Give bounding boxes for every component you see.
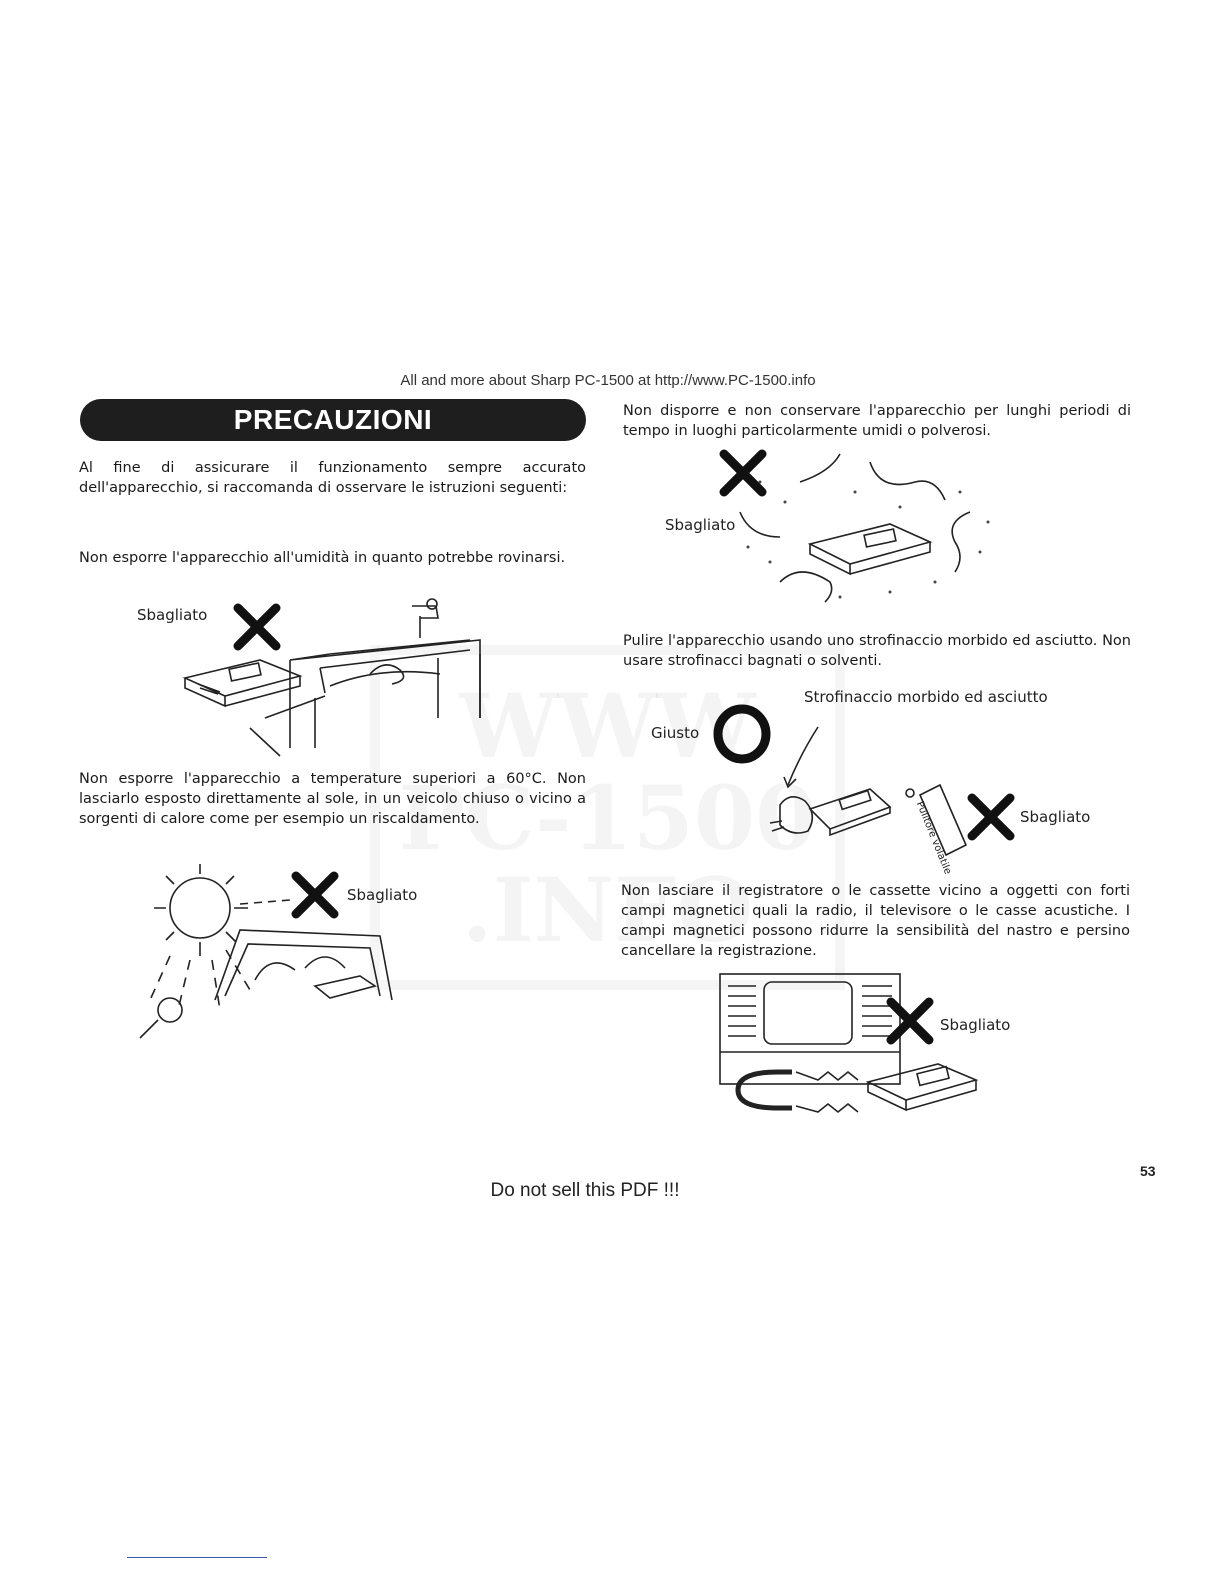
humidity-paragraph: Non esporre l'apparecchio all'umidità in quanto potrebbe rovinarsi. xyxy=(79,550,566,566)
heat-paragraph: Non esporre l'apparecchio a temperature superiori a 60°C. Non lasciarlo esposto direttamente al sole, in un veicolo chiuso o vicino a sorgenti di calore come per esempio un riscaldamento. xyxy=(79,771,586,827)
dust-cloud-illustration xyxy=(740,452,1000,612)
heat-wrong-label: Sbagliato xyxy=(347,886,418,904)
tv-magnet-illustration xyxy=(718,972,988,1132)
cleaning-wrong-label: Sbagliato xyxy=(1020,808,1091,826)
wrong-cross-icon xyxy=(290,872,340,918)
bottom-rule xyxy=(127,1557,267,1558)
storage-paragraph: Non disporre e non conservare l'apparecchio per lunghi periodi di tempo in luoghi particolarmente umidi o polverosi. xyxy=(623,403,1131,439)
magnetic-paragraph: Non lasciare il registratore o le cassette vicino a oggetti con forti campi magnetici quali la radio, il televisore o le casse acustiche. I campi magnetici possono ridurre la sensibilità del nastro e persino cancellare la registrazione. xyxy=(621,883,1130,959)
calculator-illustration xyxy=(770,705,980,870)
sink-illustration xyxy=(180,598,490,758)
storage-wrong-label: Sbagliato xyxy=(665,516,736,534)
site-note: All and more about Sharp PC-1500 at http://www.PC-1500.info xyxy=(400,372,816,389)
wrong-cross-icon xyxy=(885,998,935,1044)
page-number: 53 xyxy=(1140,1163,1156,1179)
footer-note: Do not sell this PDF !!! xyxy=(490,1180,680,1201)
section-title xyxy=(80,399,586,441)
wrong-cross-icon xyxy=(966,794,1016,840)
section-title-text: PRECAUZIONI xyxy=(233,404,433,435)
correct-label: Giusto xyxy=(651,724,700,742)
solvent-can-label: Pulitore volatile xyxy=(913,800,954,877)
magnetic-wrong-label: Sbagliato xyxy=(940,1016,1011,1034)
intro-paragraph: Al fine di assicurare il funzionamento sempre accurato dell'apparecchio, si raccomanda di osservare le istruzioni seguenti: xyxy=(79,460,586,496)
cloth-label: Strofinaccio morbido ed asciutto xyxy=(804,688,1048,706)
correct-circle-icon xyxy=(712,704,776,764)
cleaning-paragraph: Pulire l'apparecchio usando uno strofinaccio morbido ed asciutto. Non usare strofinacci bagnati o solventi. xyxy=(623,633,1131,669)
humidity-wrong-label: Sbagliato xyxy=(137,606,208,624)
